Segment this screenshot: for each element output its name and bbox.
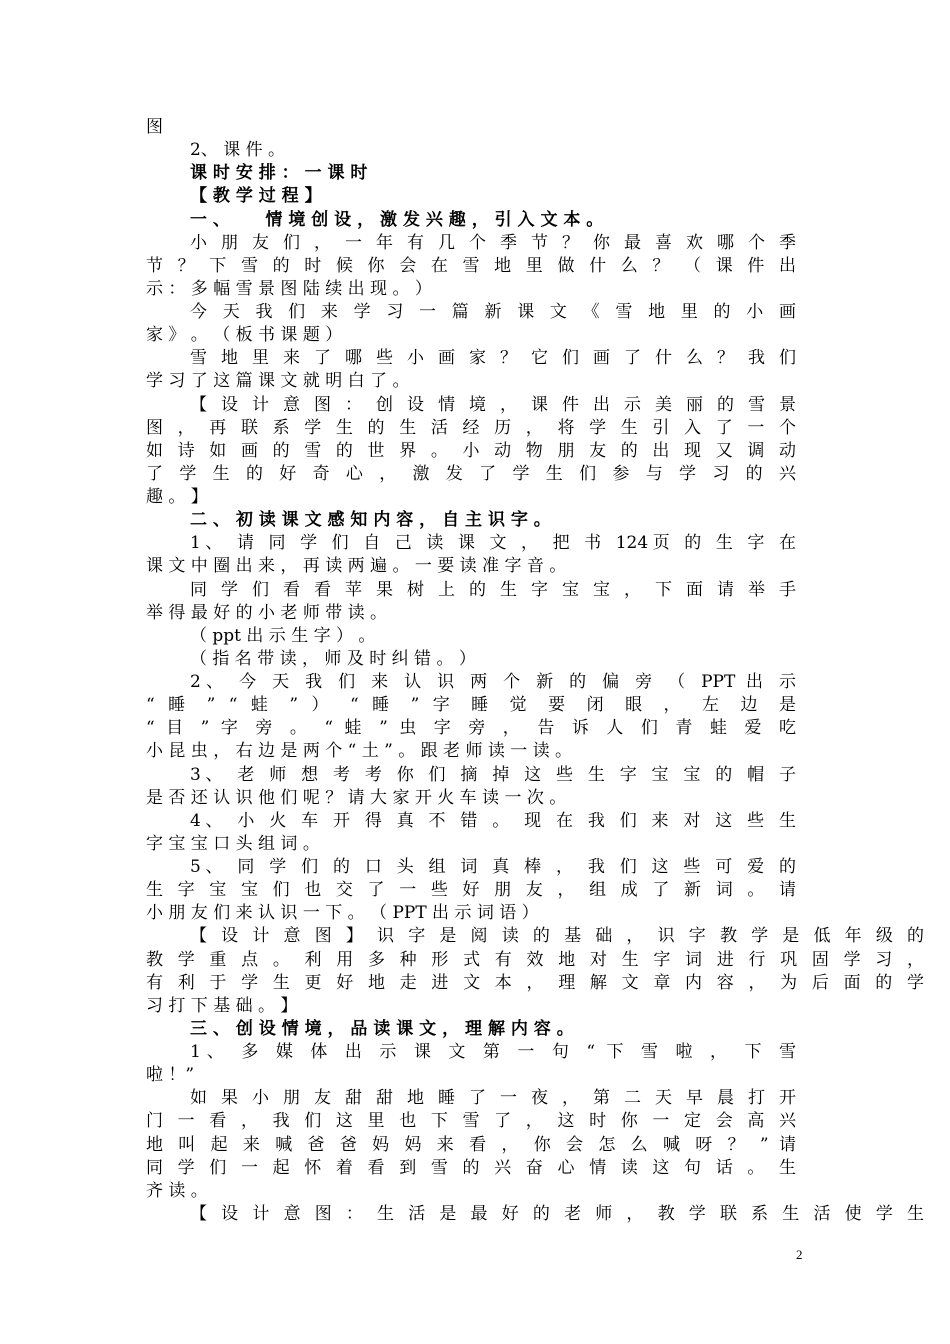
- text-line: 雪 地 里 来 了 哪 些 小 画 家 ？ 它 们 画 了 什 么 ？ 我 们: [190, 348, 796, 368]
- text-line: 小 朋 友 们 来 认 识 一 下 。 （ PPT 出 示 词 语 ）: [146, 903, 539, 923]
- text-line: 1、 请 同 学 们 自 己 读 课 文 ， 把 书 124页 的 生 字 在: [190, 533, 796, 553]
- text-line: 课 文 中 圈 出 来 ， 再 读 两 遍 。 一 要 读 准 字 音 。: [146, 556, 567, 576]
- text-line: （ 指 名 带 读 ， 师 及 时 纠 错 。 ）: [190, 649, 476, 669]
- section-heading: 三 、 创 设 情 境 ， 品 读 课 文 ， 理 解 内 容 。: [190, 1019, 574, 1039]
- text-line: 如 果 小 朋 友 甜 甜 地 睡 了 一 夜 ， 第 二 天 早 晨 打 开: [190, 1088, 796, 1108]
- text-line: 趣 。 】: [146, 487, 208, 507]
- text-line: 小 朋 友 们 ， 一 年 有 几 个 季 节 ？ 你 最 喜 欢 哪 个 季: [190, 233, 796, 253]
- text-line: 课 时 安 排 ： 一 课 时: [190, 163, 368, 183]
- text-line: 教 学 重 点 。 利 用 多 种 形 式 有 效 地 对 生 字 词 进 行 巩 固 学 习 ，: [146, 950, 924, 970]
- text-line: 2、 课 件 。: [190, 140, 286, 160]
- page-number: 2: [796, 1247, 803, 1262]
- text-line: 图: [146, 117, 163, 137]
- text-line: 2、 今 天 我 们 来 认 识 两 个 新 的 偏 旁 （ PPT 出 示: [190, 672, 796, 692]
- text-line: 图 ， 再 联 系 学 生 的 生 活 经 历 ， 将 学 生 引 入 了 一 个: [146, 418, 796, 438]
- text-line: 齐 读 。: [146, 1181, 208, 1201]
- text-line: 示 ： 多 幅 雪 景 图 陆 续 出 现 。 ）: [146, 279, 432, 299]
- text-line: 同 学 们 一 起 怀 着 看 到 雪 的 兴 奋 心 情 读 这 句 话 。 生: [146, 1158, 796, 1178]
- text-line: 今 天 我 们 来 学 习 一 篇 新 课 文 《 雪 地 里 的 小 画: [190, 302, 796, 322]
- text-line: 4、 小 火 车 开 得 真 不 错 。 现 在 我 们 来 对 这 些 生: [190, 811, 796, 831]
- text-line: 同 学 们 看 看 苹 果 树 上 的 生 字 宝 宝 ， 下 面 请 举 手: [190, 580, 796, 600]
- text-line: 了 学 生 的 好 奇 心 ， 激 发 了 学 生 们 参 与 学 习 的 兴: [146, 464, 796, 484]
- text-line: 举 得 最 好 的 小 老 师 带 读 。: [146, 603, 388, 623]
- text-line: 小 昆 虫 ， 右 边 是 两 个 “ 土 ” 。 跟 老 师 读 一 读 。: [146, 741, 573, 761]
- text-line: 字 宝 宝 口 头 组 词 。: [146, 834, 320, 854]
- text-line: 有 利 于 学 生 更 好 地 走 进 文 本 ， 理 解 文 章 内 容 ， 为 后 面 的 学: [146, 973, 924, 993]
- text-line: 3、 老 师 想 考 考 你 们 摘 掉 这 些 生 字 宝 宝 的 帽 子: [190, 765, 796, 785]
- text-line: （ ppt 出 示 生 字 ） 。: [190, 626, 376, 646]
- text-line: “ 目 ” 字 旁 。 “ 蛙 ” 虫 字 旁 ， 告 诉 人 们 青 蛙 爱 吃: [146, 718, 796, 738]
- text-line: 【 设 计 意 图 ： 生 活 是 最 好 的 老 师 ， 教 学 联 系 生 活 使 学 生: [190, 1204, 924, 1224]
- text-line: 5、 同 学 们 的 口 头 组 词 真 棒 ， 我 们 这 些 可 爱 的: [190, 857, 796, 877]
- section-heading: 二 、 初 读 课 文 感 知 内 容 ， 自 主 识 字 。: [190, 510, 551, 530]
- text-line: 【 设 计 意 图 】 识 字 是 阅 读 的 基 础 ， 识 字 教 学 是 低 年 级 的: [190, 926, 924, 946]
- text-line: 是 否 还 认 识 他 们 呢 ？ 请 大 家 开 火 车 读 一 次 。: [146, 788, 567, 808]
- text-line: 门 一 看 ， 我 们 这 里 也 下 雪 了 ， 这 时 你 一 定 会 高 兴: [146, 1111, 796, 1131]
- text-line: 节 ？ 下 雪 的 时 候 你 会 在 雪 地 里 做 什 么 ？ （ 课 件 出: [146, 256, 796, 276]
- section-heading: 一 、 情 境 创 设 ， 激 发 兴 趣 ， 引 入 文 本 。: [190, 210, 604, 230]
- text-line: 家 》 。 （ 板 书 课 题 ）: [146, 325, 343, 345]
- text-line: 学 习 了 这 篇 课 文 就 明 白 了 。: [146, 371, 410, 391]
- text-line: 1、 多 媒 体 出 示 课 文 第 一 句 “ 下 雪 啦 ， 下 雪: [190, 1042, 796, 1062]
- text-line: 地 叫 起 来 喊 爸 爸 妈 妈 来 看 ， 你 会 怎 么 喊 呀 ？ ” 请: [146, 1135, 796, 1155]
- text-line: 生 字 宝 宝 们 也 交 了 一 些 好 朋 友 ， 组 成 了 新 词 。 请: [146, 880, 796, 900]
- text-line: 啦 ！”: [146, 1065, 195, 1085]
- text-line: 如 诗 如 画 的 雪 的 世 界 。 小 动 物 朋 友 的 出 现 又 调 动: [146, 441, 796, 461]
- text-line: “ 睡 ” “ 蛙 ” ） “ 睡 ” 字 睡 觉 要 闭 眼 ， 左 边 是: [146, 695, 796, 715]
- section-heading: 【 教 学 过 程 】: [190, 186, 322, 206]
- text-line: 【 设 计 意 图 ： 创 设 情 境 ， 课 件 出 示 美 丽 的 雪 景: [190, 395, 796, 415]
- text-line: 习 打 下 基 础 。 】: [146, 996, 298, 1016]
